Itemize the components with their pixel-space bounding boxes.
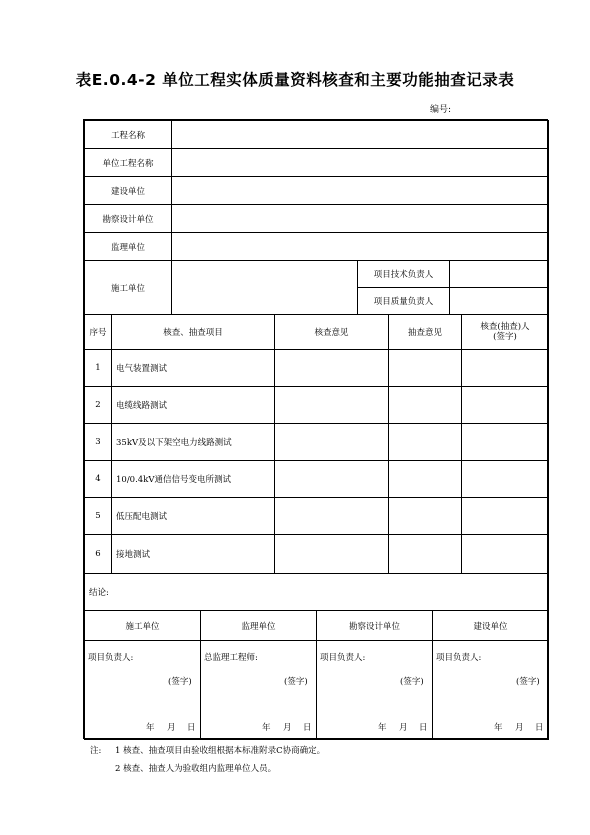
item-inspector-sign[interactable] bbox=[461, 386, 549, 424]
sign-role: 项目负责人: bbox=[436, 653, 482, 663]
item-inspector-sign[interactable] bbox=[461, 423, 549, 461]
item-name: 10/0.4kV通信信号变电所测试 bbox=[111, 460, 275, 498]
note-1: 1 核查、抽查项目由验收组根据本标准附录C协商确定。 bbox=[115, 746, 326, 756]
item-check-opinion[interactable] bbox=[274, 460, 389, 498]
item-name: 电缆线路测试 bbox=[111, 386, 275, 424]
label-supervision-org: 监理单位 bbox=[84, 232, 172, 261]
header-inspector-line2: (签字) bbox=[493, 332, 517, 342]
form-title: 表E.0.4-2 单位工程实体质量资料核查和主要功能抽查记录表 bbox=[75, 71, 515, 89]
sign-unit-construction: 建设单位 bbox=[432, 610, 549, 641]
field-project-name[interactable] bbox=[171, 120, 549, 149]
date-month: 月 bbox=[283, 723, 292, 733]
sign-label: (签字) bbox=[284, 677, 308, 687]
date-day: 日 bbox=[187, 723, 196, 733]
sign-unit-contractor: 施工单位 bbox=[84, 610, 201, 641]
date-month: 月 bbox=[167, 723, 176, 733]
item-name: 35kV及以下架空电力线路测试 bbox=[111, 423, 275, 461]
field-survey-design-org[interactable] bbox=[171, 204, 549, 233]
item-sample-opinion[interactable] bbox=[388, 386, 462, 424]
field-quality-lead[interactable] bbox=[449, 287, 549, 315]
item-inspector-sign[interactable] bbox=[461, 534, 549, 574]
inspection-form-table bbox=[83, 119, 548, 739]
label-unit-project-name: 单位工程名称 bbox=[84, 148, 172, 177]
field-contractor[interactable] bbox=[171, 260, 358, 315]
item-inspector-sign[interactable] bbox=[461, 497, 549, 535]
sign-block-contractor[interactable] bbox=[84, 640, 201, 740]
sign-label: (签字) bbox=[516, 677, 540, 687]
sign-role: 项目负责人: bbox=[320, 653, 366, 663]
sign-label: (签字) bbox=[168, 677, 192, 687]
item-no: 3 bbox=[84, 423, 112, 461]
label-project-name: 工程名称 bbox=[84, 120, 172, 149]
label-contractor: 施工单位 bbox=[84, 260, 172, 315]
sign-block-supervision[interactable] bbox=[200, 640, 317, 740]
date-month: 月 bbox=[399, 723, 408, 733]
item-sample-opinion[interactable] bbox=[388, 423, 462, 461]
item-no: 5 bbox=[84, 497, 112, 535]
sign-block-survey-design[interactable] bbox=[316, 640, 433, 740]
field-supervision-org[interactable] bbox=[171, 232, 549, 261]
header-seq: 序号 bbox=[84, 314, 112, 350]
date-day: 日 bbox=[303, 723, 312, 733]
item-check-opinion[interactable] bbox=[274, 497, 389, 535]
item-sample-opinion[interactable] bbox=[388, 349, 462, 387]
note-2: 2 核查、抽查人为验收组内监理单位人员。 bbox=[115, 764, 277, 774]
item-inspector-sign[interactable] bbox=[461, 460, 549, 498]
item-check-opinion[interactable] bbox=[274, 423, 389, 461]
header-sample-opinion: 抽查意见 bbox=[388, 314, 462, 350]
item-name: 接地测试 bbox=[111, 534, 275, 574]
field-construction-org[interactable] bbox=[171, 176, 549, 205]
notes-prefix: 注: bbox=[90, 746, 102, 756]
header-item: 核查、抽查项目 bbox=[111, 314, 275, 350]
label-tech-lead: 项目技术负责人 bbox=[357, 260, 450, 288]
sign-unit-supervision: 监理单位 bbox=[200, 610, 317, 641]
field-unit-project-name[interactable] bbox=[171, 148, 549, 177]
date-day: 日 bbox=[535, 723, 544, 733]
item-name: 电气装置测试 bbox=[111, 349, 275, 387]
item-name: 低压配电测试 bbox=[111, 497, 275, 535]
date-year: 年 bbox=[262, 723, 271, 733]
date-year: 年 bbox=[146, 723, 155, 733]
item-no: 6 bbox=[84, 534, 112, 574]
header-inspector bbox=[461, 314, 549, 350]
date-year: 年 bbox=[494, 723, 503, 733]
item-sample-opinion[interactable] bbox=[388, 497, 462, 535]
item-no: 2 bbox=[84, 386, 112, 424]
item-check-opinion[interactable] bbox=[274, 386, 389, 424]
sign-role: 项目负责人: bbox=[88, 653, 134, 663]
item-check-opinion[interactable] bbox=[274, 534, 389, 574]
item-check-opinion[interactable] bbox=[274, 349, 389, 387]
sign-role: 总监理工程师: bbox=[204, 653, 258, 663]
conclusion-label: 结论: bbox=[89, 588, 109, 598]
header-inspector-line1: 核查(抽查)人 bbox=[480, 322, 530, 332]
label-quality-lead: 项目质量负责人 bbox=[357, 287, 450, 315]
date-day: 日 bbox=[419, 723, 428, 733]
conclusion-field[interactable] bbox=[84, 573, 549, 611]
date-year: 年 bbox=[378, 723, 387, 733]
form-code-label: 编号: bbox=[430, 105, 452, 115]
item-sample-opinion[interactable] bbox=[388, 534, 462, 574]
label-survey-design-org: 勘察设计单位 bbox=[84, 204, 172, 233]
field-tech-lead[interactable] bbox=[449, 260, 549, 288]
item-no: 1 bbox=[84, 349, 112, 387]
item-no: 4 bbox=[84, 460, 112, 498]
item-inspector-sign[interactable] bbox=[461, 349, 549, 387]
item-sample-opinion[interactable] bbox=[388, 460, 462, 498]
sign-block-construction[interactable] bbox=[432, 640, 549, 740]
date-month: 月 bbox=[515, 723, 524, 733]
sign-label: (签字) bbox=[400, 677, 424, 687]
sign-unit-survey-design: 勘察设计单位 bbox=[316, 610, 433, 641]
header-check-opinion: 核查意见 bbox=[274, 314, 389, 350]
label-construction-org: 建设单位 bbox=[84, 176, 172, 205]
